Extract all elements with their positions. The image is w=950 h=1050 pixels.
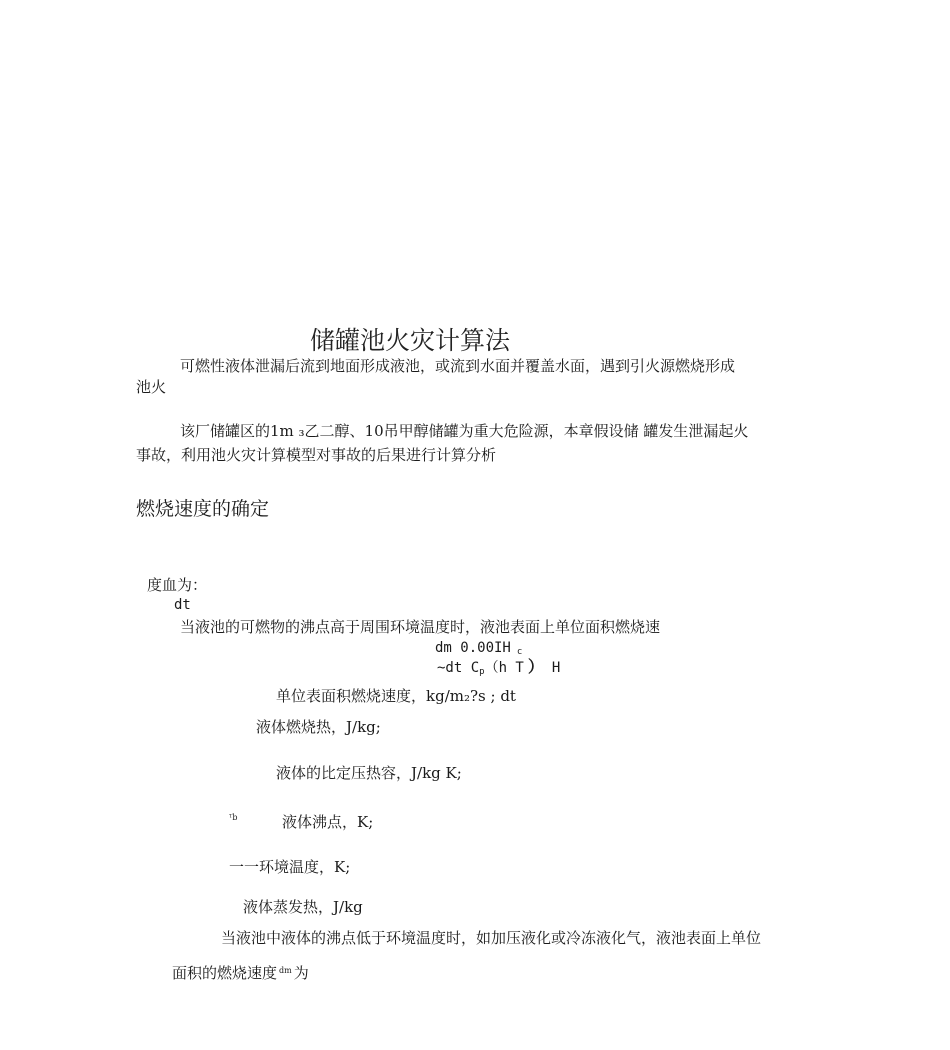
- paragraph-2-line-1: 该厂储罐区的1m ₃乙二醇、10吊甲醇储罐为重大危险源，本章假设储 罐发生泄漏起火: [180, 422, 749, 440]
- paragraph-5-suffix: 为: [293, 964, 309, 982]
- formula-close-paren: ）: [527, 657, 544, 676]
- formula-subscript-p: p: [479, 667, 485, 677]
- paragraph-2-line-2: 事故，利用池火灾计算模型对事故的后果进行计算分析: [136, 446, 497, 464]
- page-title: 储罐池火灾计算法: [310, 326, 511, 355]
- fragment-dt: dt: [174, 597, 191, 613]
- fragment-speed: 度血为：: [147, 576, 208, 594]
- definition-boiling-point: 液体沸点，K;: [282, 813, 374, 831]
- paragraph-3: 当液池的可燃物的沸点高于周围环境温度时，液池表面上单位面积燃烧速: [180, 618, 661, 636]
- definition-specific-heat: 液体的比定压热容，J/kg K;: [276, 764, 462, 782]
- formula-end: H: [551, 660, 561, 676]
- definition-heat-of-combustion: 液体燃烧热，J/kg;: [256, 718, 381, 736]
- formula-numerator: dm 0.00IH: [435, 640, 511, 656]
- definition-heat-of-vaporization: 液体蒸发热，J/kg: [243, 898, 363, 916]
- definition-burning-rate: 单位表面积燃烧速度，kg/m₂?s ; dt: [276, 687, 516, 705]
- section-heading: 燃烧速度的确定: [136, 498, 270, 520]
- intro-line-1: 可燃性液体泄漏后流到地面形成液池，或流到水面并覆盖水面，遇到引火源燃烧形成: [180, 357, 736, 375]
- formula-subscript-c: c: [516, 647, 523, 657]
- paragraph-4: 当液池中液体的沸点低于环境温度时，如加压液化或冷冻液化气，液池表面上单位: [221, 929, 762, 947]
- paragraph-5: [172, 966, 309, 981]
- formula-line-2: [437, 659, 560, 677]
- definition-ambient-temperature: 一一环境温度，K;: [229, 858, 351, 876]
- intro-line-2: 池火: [136, 378, 167, 396]
- formula-open-paren: （: [484, 660, 499, 676]
- paragraph-5-prefix: 面积的燃烧速度: [172, 964, 278, 982]
- formula-middle: h T: [498, 660, 524, 676]
- formula-denominator-prefix: ~dt C: [437, 660, 480, 676]
- definition-boiling-point-symbol: ᵀb: [229, 813, 238, 822]
- paragraph-5-symbol: dm: [279, 966, 292, 975]
- formula-line-1: [435, 641, 522, 657]
